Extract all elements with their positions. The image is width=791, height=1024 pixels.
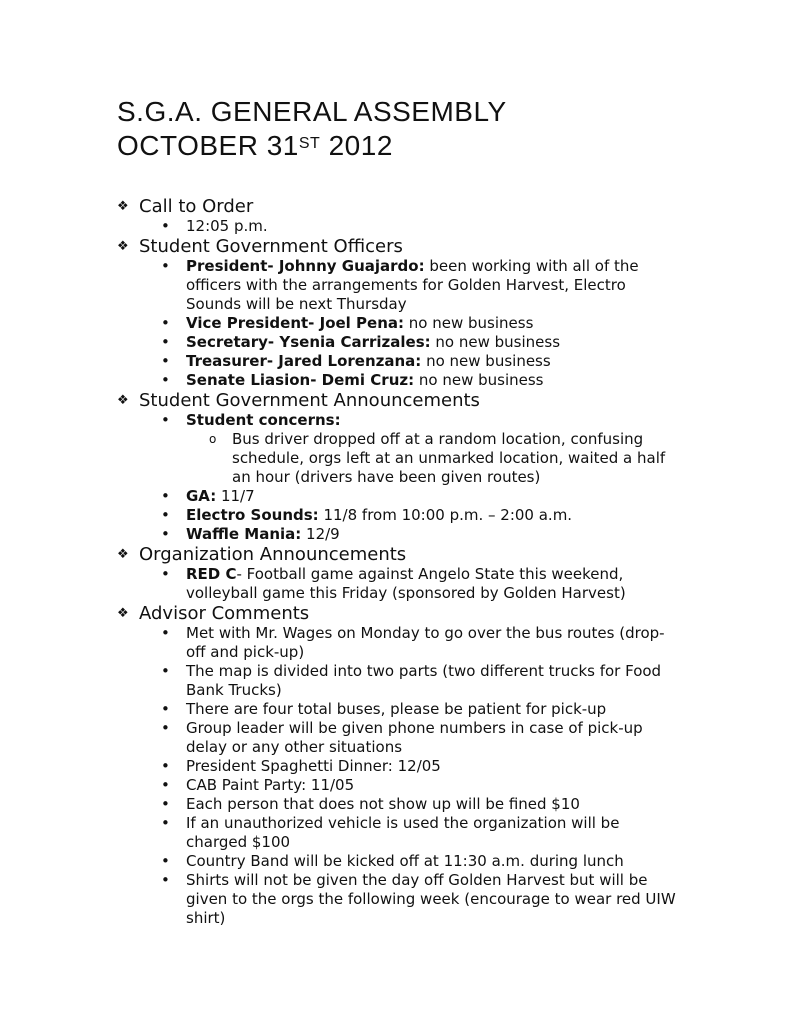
bullet-icon: • <box>161 411 170 429</box>
list-item: • Country Band will be kicked off at 11:30 a.m. during lunch <box>161 852 624 870</box>
title-line-1: S.G.A. GENERAL ASSEMBLY <box>117 96 507 127</box>
list-item: • Vice President- Joel Pena: no new business <box>161 314 534 332</box>
announcements-list <box>117 411 677 544</box>
bullet-icon: • <box>161 757 170 775</box>
list-item: • Each person that does not show up will be fined $10 <box>161 795 580 813</box>
bullet-icon: • <box>161 871 170 889</box>
list-item: • If an unauthorized vehicle is used the organization will be charged $100 <box>161 814 620 851</box>
officers-list <box>117 257 677 390</box>
section-heading: Call to Order <box>139 196 254 217</box>
list-item: • Waffle Mania: 12/9 <box>161 525 340 543</box>
bullet-icon: • <box>161 217 170 235</box>
section-heading: Organization Announcements <box>139 544 407 565</box>
diamond-bullet-icon: ❖ <box>117 606 129 621</box>
bullet-icon: • <box>161 352 170 370</box>
list-item: • Group leader will be given phone numbers in case of pick-up delay or any other situations <box>161 719 643 756</box>
diamond-bullet-icon: ❖ <box>117 393 129 408</box>
title-year: 2012 <box>328 130 393 161</box>
section-call-to-order <box>117 196 677 217</box>
list-item: • Senate Liasion- Demi Cruz: no new business <box>161 371 544 389</box>
diamond-bullet-icon: ❖ <box>117 547 129 562</box>
diamond-bullet-icon: ❖ <box>117 239 129 254</box>
bullet-icon: • <box>161 565 170 583</box>
list-item: • 12:05 p.m. <box>161 217 268 235</box>
list-item: • There are four total buses, please be patient for pick-up <box>161 700 607 718</box>
section-officers <box>117 236 677 257</box>
list-item: • Shirts will not be given the day off Golden Harvest but will be given to the orgs the following week (encourage to wear red UIW shirt) <box>161 871 676 927</box>
bullet-icon: • <box>161 624 170 642</box>
section-announcements <box>117 390 677 411</box>
list-item: • President Spaghetti Dinner: 12/05 <box>161 757 441 775</box>
section-advisor-comments <box>117 603 677 624</box>
bullet-icon: • <box>161 333 170 351</box>
bullet-icon: • <box>161 700 170 718</box>
section-heading: Student Government Officers <box>139 236 403 257</box>
bullet-icon: • <box>161 506 170 524</box>
diamond-bullet-icon: ❖ <box>117 199 129 214</box>
bullet-icon: • <box>161 257 170 275</box>
bullet-icon: • <box>161 795 170 813</box>
list-item: • RED C- Football game against Angelo State this weekend, volleyball game this Friday (sponsored by Golden Harvest) <box>161 565 626 602</box>
list-item: • CAB Paint Party: 11/05 <box>161 776 355 794</box>
bullet-icon: • <box>161 719 170 737</box>
minutes-body <box>117 196 677 928</box>
bullet-icon: • <box>161 662 170 680</box>
document-title <box>117 95 507 163</box>
section-heading: Advisor Comments <box>139 603 310 624</box>
bullet-icon: • <box>161 487 170 505</box>
call-to-order-list <box>117 217 677 236</box>
circle-bullet-icon: o <box>209 432 217 446</box>
sub-list-item: o Bus driver dropped off at a random location, confusing schedule, orgs left at an unmarked location, waited a half an hour (drivers have been given routes) <box>209 430 666 486</box>
bullet-icon: • <box>161 814 170 832</box>
list-item: • Secretary- Ysenia Carrizales: no new business <box>161 333 561 351</box>
bullet-icon: • <box>161 371 170 389</box>
list-item: • Student concerns: <box>161 411 341 429</box>
list-item: • President- Johnny Guajardo: been working with all of the officers with the arrangements for Golden Harvest, Electro Sounds will be next Thursday <box>161 257 639 313</box>
bullet-icon: • <box>161 852 170 870</box>
bullet-icon: • <box>161 776 170 794</box>
bullet-icon: • <box>161 314 170 332</box>
organization-announcements-list <box>117 565 677 603</box>
advisor-comments-list <box>117 624 677 928</box>
list-item: • GA: 11/7 <box>161 487 255 505</box>
list-item: • Met with Mr. Wages on Monday to go over the bus routes (drop-off and pick-up) <box>161 624 665 661</box>
section-organization-announcements <box>117 544 677 565</box>
bullet-icon: • <box>161 525 170 543</box>
title-line-2 <box>117 129 507 163</box>
title-date-suffix: ST <box>298 135 321 152</box>
list-item: • The map is divided into two parts (two different trucks for Food Bank Trucks) <box>161 662 662 699</box>
section-heading: Student Government Announcements <box>139 390 480 411</box>
list-item: • Electro Sounds: 11/8 from 10:00 p.m. – 2:00 a.m. <box>161 506 573 524</box>
title-date: OCTOBER 31 <box>117 130 299 161</box>
list-item: • Treasurer- Jared Lorenzana: no new business <box>161 352 551 370</box>
